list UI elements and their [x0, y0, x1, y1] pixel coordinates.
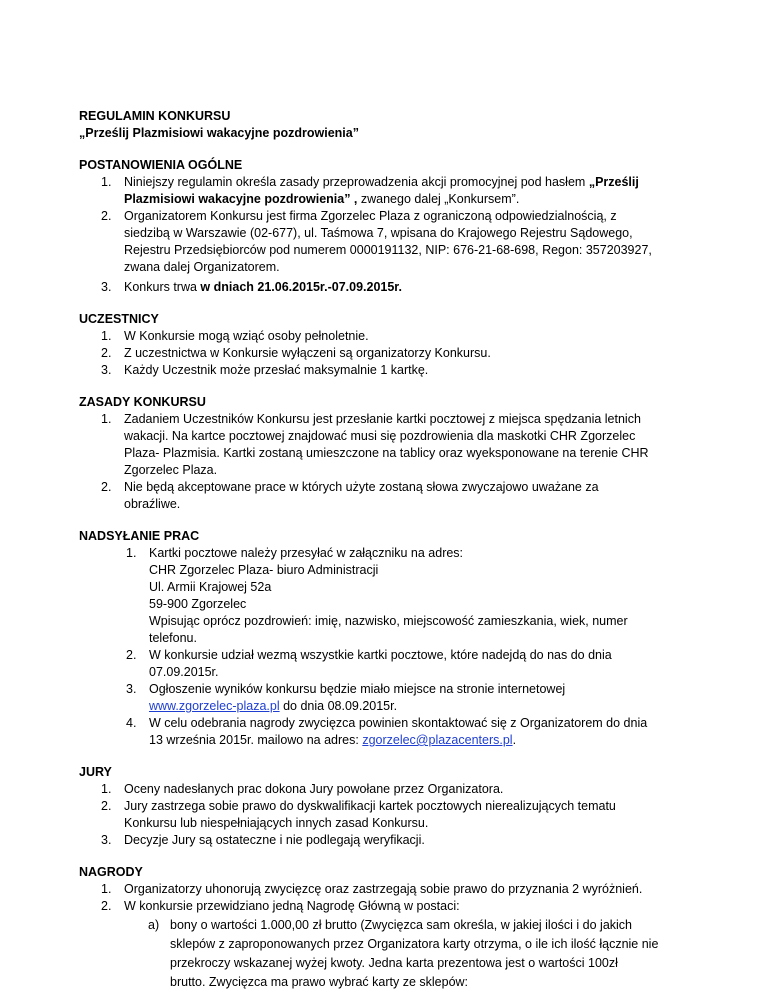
- list-item-text: Konkurs trwa w dniach 21.06.2015r.-07.09.2015r.: [124, 280, 402, 294]
- section-heading-uczestnicy: UCZESTNICY: [79, 312, 159, 326]
- address-line: 59-900 Zgorzelec: [149, 597, 247, 611]
- list-item-text: brutto. Zwycięzca ma prawo wybrać karty ze sklepów:: [170, 975, 469, 989]
- list-item-text: W konkursie udział wezmą wszystkie kartki pocztowe, które nadejdą do nas do dnia: [149, 648, 612, 662]
- list-item-text: Z uczestnictwa w Konkursie wyłączeni są organizatorzy Konkursu.: [124, 346, 491, 360]
- list-item-text: telefonu.: [149, 631, 197, 645]
- address-line: CHR Zgorzelec Plaza- biuro Administracji: [149, 563, 379, 577]
- list-number: 3.: [101, 363, 112, 377]
- list-item-text: W konkursie przewidziano jedną Nagrodę Główną w postaci:: [124, 899, 460, 913]
- list-item-text: sklepów z zaproponowanych przez Organizatora karty otrzyma, o ile ich ilość łącznie nie: [170, 937, 659, 951]
- email-link[interactable]: zgorzelec@plazacenters.pl: [362, 733, 513, 747]
- list-item-text: 07.09.2015r.: [149, 665, 219, 679]
- list-number: 3.: [101, 833, 112, 847]
- list-number: 2.: [101, 899, 112, 913]
- list-item-text: obraźliwe.: [124, 497, 181, 511]
- list-item-text: Plaza- Plazmisia. Kartki zostaną umieszczone na tablicy oraz wyeksponowane na terenie CHR: [124, 446, 649, 460]
- section-heading-nagrody: NAGRODY: [79, 865, 143, 879]
- list-item-text: W celu odebrania nagrody zwycięzca powinien skontaktować się z Organizatorem do dnia: [149, 716, 648, 730]
- list-number: 1.: [101, 882, 112, 896]
- document-subtitle: „Prześlij Plazmisiowi wakacyjne pozdrowienia”: [79, 126, 359, 140]
- section-heading-zasady: ZASADY KONKURSU: [79, 395, 206, 409]
- list-item-text: Niniejszy regulamin określa zasady przeprowadzenia akcji promocyjnej pod hasłem „Prześlij: [124, 175, 639, 189]
- list-item-text: Konkursu lub niespełniających innych zasad Konkursu.: [124, 816, 429, 830]
- list-item-text: W Konkursie mogą wziąć osoby pełnoletnie.: [124, 329, 369, 343]
- list-item-text: wakacji. Na kartce pocztowej znajdować musi się pozdrowienia dla maskotki CHR Zgorzelec: [124, 429, 636, 443]
- list-item-text: bony o wartości 1.000,00 zł brutto (Zwycięzca sam określa, w jakiej ilości i do jakich: [170, 918, 632, 932]
- list-item-text: Oceny nadesłanych prac dokona Jury powołane przez Organizatora.: [124, 782, 504, 796]
- list-number: 2.: [101, 346, 112, 360]
- list-number: 1.: [101, 412, 112, 426]
- list-number: 3.: [101, 280, 112, 294]
- list-item-text: Wpisując oprócz pozdrowień: imię, nazwisko, miejscowość zamieszkania, wiek, numer: [149, 614, 628, 628]
- list-number: 2.: [101, 799, 112, 813]
- list-item-text: Rejestru Przedsiębiorców pod numerem 0000191132, NIP: 676-21-68-698, Regon: 357203927,: [124, 243, 652, 257]
- list-number: 1.: [126, 546, 137, 560]
- list-number: 4.: [126, 716, 137, 730]
- list-item-text: Kartki pocztowe należy przesyłać w załączniku na adres:: [149, 546, 464, 560]
- list-number: 1.: [101, 175, 112, 189]
- list-item-text: www.zgorzelec-plaza.pl do dnia 08.09.2015r.: [149, 699, 398, 713]
- list-item-text: Jury zastrzega sobie prawo do dyskwalifikacji kartek pocztowych nierealizujących tematu: [124, 799, 616, 813]
- list-number: 2.: [101, 480, 112, 494]
- list-item-text: Organizatorem Konkursu jest firma Zgorzelec Plaza z ograniczoną odpowiedzialnością, z: [124, 209, 617, 223]
- list-letter: a): [148, 918, 160, 932]
- section-heading-jury: JURY: [79, 765, 112, 779]
- list-item-text: Organizatorzy uhonorują zwycięzcę oraz zastrzegają sobie prawo do przyznania 2 wyróżnień.: [124, 882, 643, 896]
- list-item-text: zwana dalej Organizatorem.: [124, 260, 280, 274]
- list-item-text: Nie będą akceptowane prace w których użyte zostaną słowa zwyczajowo uważane za: [124, 480, 599, 494]
- list-item-text: Plazmisiowi wakacyjne pozdrowienia” , zwanego dalej „Konkursem”.: [124, 192, 520, 206]
- list-item-text: siedzibą w Warszawie (02-677), ul. Taśmowa 7, wpisana do Krajowego Rejestru Sądowego,: [124, 226, 633, 240]
- list-number: 1.: [101, 782, 112, 796]
- list-item-text: Każdy Uczestnik może przesłać maksymalnie 1 kartkę.: [124, 363, 429, 377]
- list-number: 3.: [126, 682, 137, 696]
- section-heading-nadsylanie: NADSYŁANIE PRAC: [79, 529, 200, 543]
- list-item-text: Decyzje Jury są ostateczne i nie podlegają weryfikacji.: [124, 833, 425, 847]
- list-number: 1.: [101, 329, 112, 343]
- address-line: Ul. Armii Krajowej 52a: [149, 580, 272, 594]
- list-item-text: przekroczy wskazanej wyżej kwoty. Jedna karta prezentowa jest o wartości 100zł: [170, 956, 618, 970]
- list-number: 2.: [101, 209, 112, 223]
- list-number: 2.: [126, 648, 137, 662]
- list-item-text: Zgorzelec Plaza.: [124, 463, 218, 477]
- section-heading-postanowienia: POSTANOWIENIA OGÓLNE: [79, 158, 243, 172]
- list-item-text: Ogłoszenie wyników konkursu będzie miało miejsce na stronie internetowej: [149, 682, 566, 696]
- document-title: REGULAMIN KONKURSU: [79, 109, 231, 123]
- list-item-text: 13 września 2015r. mailowo na adres: zgorzelec@plazacenters.pl.: [149, 733, 517, 747]
- list-item-text: Zadaniem Uczestników Konkursu jest przesłanie kartki pocztowej z miejsca spędzania letnich: [124, 412, 641, 426]
- website-link[interactable]: www.zgorzelec-plaza.pl: [149, 699, 280, 713]
